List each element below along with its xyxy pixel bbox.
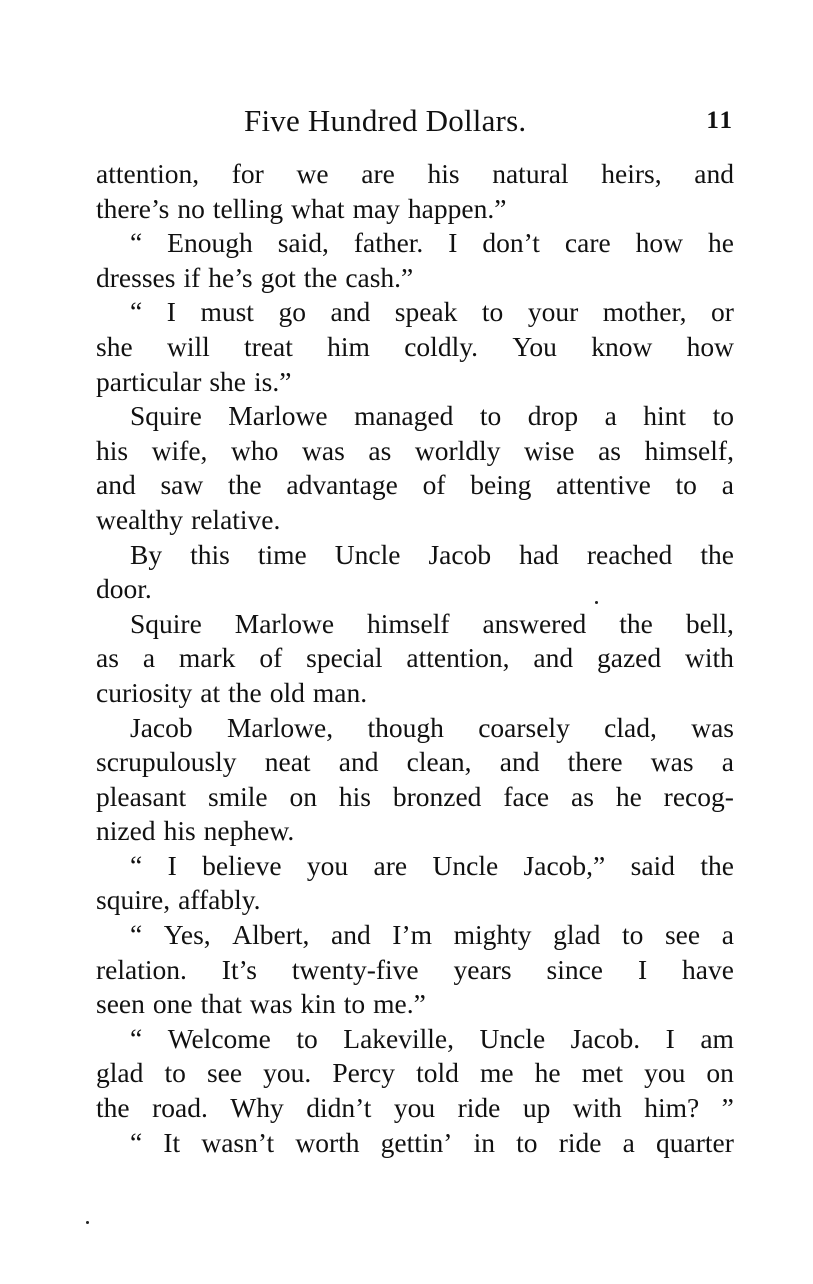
- word: was: [249, 988, 293, 1020]
- word: you: [306, 849, 349, 881]
- word: said,: [277, 227, 329, 259]
- word: special: [306, 642, 383, 674]
- word: though: [367, 711, 444, 743]
- word: “: [130, 1022, 143, 1054]
- word: nized: [96, 815, 156, 847]
- word: on: [289, 780, 317, 812]
- word: was: [650, 746, 694, 778]
- text-line: [96, 641, 734, 676]
- word: managed: [354, 400, 454, 432]
- text-line: [96, 987, 734, 1022]
- text-line: [96, 1126, 734, 1161]
- word: he: [615, 780, 642, 812]
- text-line: [96, 538, 734, 573]
- word: to: [164, 1057, 186, 1089]
- word: door.: [96, 573, 152, 605]
- text-line: [96, 745, 734, 780]
- text-line: [96, 468, 734, 503]
- word: scrupulously: [96, 746, 237, 778]
- word: on: [706, 1057, 734, 1089]
- word: treat: [244, 330, 293, 362]
- word: go: [278, 296, 306, 328]
- word: as: [368, 434, 392, 466]
- word: years: [453, 953, 512, 985]
- text-line: [96, 503, 734, 538]
- word: answered: [482, 607, 587, 639]
- word: Yes,: [163, 919, 211, 951]
- word: advantage: [286, 469, 398, 501]
- text-line: [96, 1056, 734, 1091]
- word: as: [96, 642, 119, 674]
- word: his: [338, 780, 371, 812]
- word: is.”: [254, 365, 292, 397]
- word: wasn’t: [201, 1126, 275, 1158]
- word: Uncle: [432, 849, 499, 881]
- word: Squire: [130, 400, 202, 432]
- word: hint: [643, 400, 687, 432]
- word: It: [163, 1126, 181, 1158]
- word: you.: [263, 1057, 312, 1089]
- word: Marlowe,: [226, 711, 334, 743]
- word: Marlowe: [234, 607, 335, 639]
- word: know: [591, 330, 653, 362]
- word: bell,: [685, 607, 734, 639]
- word: drop: [527, 400, 579, 432]
- text-line: [96, 780, 734, 815]
- word: himself: [367, 607, 450, 639]
- word: you: [644, 1057, 686, 1089]
- word: I: [167, 849, 177, 881]
- word: a: [721, 919, 734, 951]
- text-line: [96, 814, 734, 849]
- word: his: [427, 158, 460, 189]
- word: and: [330, 919, 371, 951]
- word: his: [163, 815, 196, 847]
- word: see: [664, 919, 701, 951]
- word: dresses: [96, 261, 176, 293]
- word: are: [373, 849, 408, 881]
- text-line: [96, 918, 734, 953]
- word: mark: [178, 642, 236, 674]
- word: wealthy: [96, 503, 184, 535]
- body-text: [96, 157, 734, 1160]
- text-line: [96, 226, 734, 261]
- word: got: [260, 261, 296, 293]
- word: glad: [553, 919, 601, 951]
- word: smile: [208, 780, 268, 812]
- word: since: [546, 953, 604, 985]
- text-line: [96, 607, 734, 642]
- word: at: [200, 676, 221, 708]
- word: and: [330, 296, 371, 328]
- word: clean,: [406, 746, 472, 778]
- word: of: [422, 469, 446, 501]
- word: “: [130, 849, 143, 881]
- word: kin: [300, 988, 336, 1020]
- word: face: [503, 780, 550, 812]
- word: natural: [492, 158, 569, 189]
- word: me.”: [373, 988, 426, 1020]
- text-line: [96, 365, 734, 400]
- word: to: [675, 469, 697, 501]
- word: care: [564, 227, 611, 259]
- word: for: [231, 158, 264, 189]
- word: Jacob.: [570, 1022, 641, 1054]
- word: recog-: [663, 780, 734, 812]
- word: the: [619, 607, 653, 639]
- word: the: [700, 538, 734, 570]
- word: mighty: [453, 919, 532, 951]
- word: wife,: [151, 434, 208, 466]
- running-title: Five Hundred Dollars.: [244, 103, 527, 138]
- word: no: [177, 192, 205, 224]
- word: him: [327, 330, 370, 362]
- word: father.: [353, 227, 424, 259]
- text-line: [96, 676, 734, 711]
- word: Jacob,”: [523, 849, 606, 881]
- word: coldly.: [404, 330, 479, 362]
- word: time: [257, 538, 307, 570]
- word: clad,: [604, 711, 657, 743]
- word: Marlowe: [228, 400, 328, 432]
- word: up: [522, 1092, 551, 1124]
- word: relation.: [96, 953, 187, 985]
- text-line: [96, 261, 734, 296]
- text-line: [96, 330, 734, 365]
- word: coarsely: [478, 711, 570, 743]
- word: had: [519, 538, 559, 570]
- word: was: [302, 434, 345, 466]
- word: road.: [152, 1092, 208, 1124]
- text-line: [96, 953, 734, 988]
- word: and: [338, 746, 379, 778]
- print-speck: [595, 601, 598, 604]
- word: worth: [295, 1126, 360, 1158]
- word: attention,: [96, 158, 200, 189]
- word: relative.: [191, 503, 281, 535]
- word: she: [96, 330, 133, 362]
- word: his: [96, 434, 129, 466]
- word: ride: [558, 1126, 602, 1158]
- word: Enough: [167, 227, 253, 259]
- word: with: [685, 642, 734, 674]
- word: nephew.: [203, 815, 295, 847]
- word: seen: [96, 988, 145, 1020]
- word: I’m: [392, 919, 432, 951]
- word: was: [691, 711, 734, 743]
- word: who: [231, 434, 279, 466]
- word: a: [721, 469, 734, 501]
- text-line: [96, 572, 734, 607]
- word: a: [142, 642, 156, 674]
- word: glad: [96, 1057, 144, 1089]
- word: what: [291, 192, 345, 224]
- text-line: [96, 434, 734, 469]
- word: don’t: [482, 227, 540, 259]
- word: I: [166, 296, 176, 328]
- word: how: [635, 227, 684, 259]
- word: Welcome: [167, 1022, 271, 1054]
- word: Jacob: [130, 711, 193, 743]
- text-line: [96, 849, 734, 884]
- word: cash.”: [345, 261, 414, 293]
- word: I: [637, 953, 648, 985]
- word: “: [130, 227, 143, 259]
- word: if: [183, 261, 201, 293]
- word: the: [96, 1092, 130, 1124]
- word: worldly: [414, 434, 501, 466]
- word: there: [567, 746, 623, 778]
- word: see: [206, 1057, 243, 1089]
- word: being: [470, 469, 532, 501]
- word: ride: [457, 1092, 501, 1124]
- word: Uncle: [334, 538, 401, 570]
- word: the: [228, 469, 262, 501]
- word: with: [572, 1092, 622, 1124]
- text-line: [96, 1091, 734, 1126]
- word: to: [479, 400, 502, 432]
- word: she: [209, 365, 247, 397]
- word: and: [499, 746, 540, 778]
- word: him?: [644, 1092, 700, 1124]
- word: didn’t: [306, 1092, 372, 1124]
- word: that: [200, 988, 242, 1020]
- word: squire,: [96, 884, 171, 916]
- word: met: [581, 1057, 623, 1089]
- word: of: [259, 642, 283, 674]
- word: this: [190, 538, 230, 570]
- word: as: [598, 434, 621, 466]
- word: or: [710, 296, 734, 328]
- word: gettin’: [380, 1126, 453, 1158]
- word: one: [152, 988, 193, 1020]
- word: happen.”: [407, 192, 507, 224]
- word: are: [361, 158, 395, 189]
- word: It’s: [221, 953, 257, 985]
- word: as: [571, 780, 594, 812]
- word: saw: [160, 469, 204, 501]
- word: particular: [96, 365, 202, 397]
- word: attention,: [406, 642, 510, 674]
- word: a: [622, 1126, 635, 1158]
- word: will: [166, 330, 210, 362]
- word: to: [622, 919, 644, 951]
- word: and: [96, 469, 136, 501]
- text-line: [96, 399, 734, 434]
- text-line: [96, 192, 734, 227]
- word: twenty-five: [291, 953, 419, 985]
- text-line: [96, 883, 734, 918]
- text-line: [96, 711, 734, 746]
- word: speak: [394, 296, 458, 328]
- word: we: [296, 158, 329, 189]
- text-line: [96, 1022, 734, 1057]
- text-line: [96, 295, 734, 330]
- word: there’s: [96, 192, 170, 224]
- word: he: [534, 1057, 561, 1089]
- word: how: [686, 330, 734, 362]
- word: Why: [230, 1092, 284, 1124]
- word: may: [352, 192, 400, 224]
- word: Albert,: [232, 919, 310, 951]
- word: heirs,: [601, 158, 662, 189]
- word: You: [512, 330, 557, 362]
- word: must: [200, 296, 254, 328]
- word: attentive: [556, 469, 651, 501]
- word: old: [269, 676, 305, 708]
- word: to: [296, 1022, 318, 1054]
- word: to: [343, 988, 366, 1020]
- text-line: [96, 157, 734, 192]
- word: telling: [212, 192, 284, 224]
- word: mother,: [602, 296, 687, 328]
- word: and: [694, 158, 734, 189]
- word: in: [473, 1126, 495, 1158]
- word: have: [682, 953, 734, 985]
- page-number: 11: [706, 107, 734, 134]
- word: man.: [312, 676, 368, 708]
- word: to: [516, 1126, 538, 1158]
- word: to: [481, 296, 504, 328]
- word: “: [130, 296, 143, 328]
- word: gazed: [597, 642, 662, 674]
- word: said: [630, 849, 675, 881]
- word: “: [130, 919, 143, 951]
- word: the: [228, 676, 262, 708]
- word: a: [721, 746, 734, 778]
- word: the: [700, 849, 734, 881]
- word: Jacob: [428, 538, 492, 570]
- word: curiosity: [96, 676, 193, 708]
- word: am: [700, 1022, 734, 1054]
- word: Squire: [130, 607, 202, 639]
- word: I: [665, 1022, 675, 1054]
- word: himself,: [644, 434, 734, 466]
- word: reached: [586, 538, 673, 570]
- print-speck: [86, 1221, 89, 1224]
- word: By: [130, 538, 163, 570]
- word: Lakeville,: [343, 1022, 454, 1054]
- word: pleasant: [96, 780, 187, 812]
- word: bronzed: [392, 780, 482, 812]
- word: believe: [202, 849, 282, 881]
- word: me: [479, 1057, 514, 1089]
- word: quarter: [656, 1126, 734, 1158]
- running-head: [96, 103, 734, 143]
- word: “: [130, 1126, 143, 1158]
- word: a: [604, 400, 617, 432]
- word: Percy: [332, 1057, 395, 1089]
- word: and: [533, 642, 574, 674]
- word: your: [527, 296, 579, 328]
- word: the: [303, 261, 338, 293]
- word: he: [707, 227, 734, 259]
- word: to: [712, 400, 734, 432]
- word: he’s: [208, 261, 253, 293]
- word: wise: [524, 434, 575, 466]
- word: affably.: [178, 884, 261, 916]
- word: I: [448, 227, 458, 259]
- word: you: [393, 1092, 436, 1124]
- word: told: [416, 1057, 459, 1089]
- word: ”: [721, 1092, 734, 1124]
- word: Uncle: [479, 1022, 546, 1054]
- word: neat: [264, 746, 311, 778]
